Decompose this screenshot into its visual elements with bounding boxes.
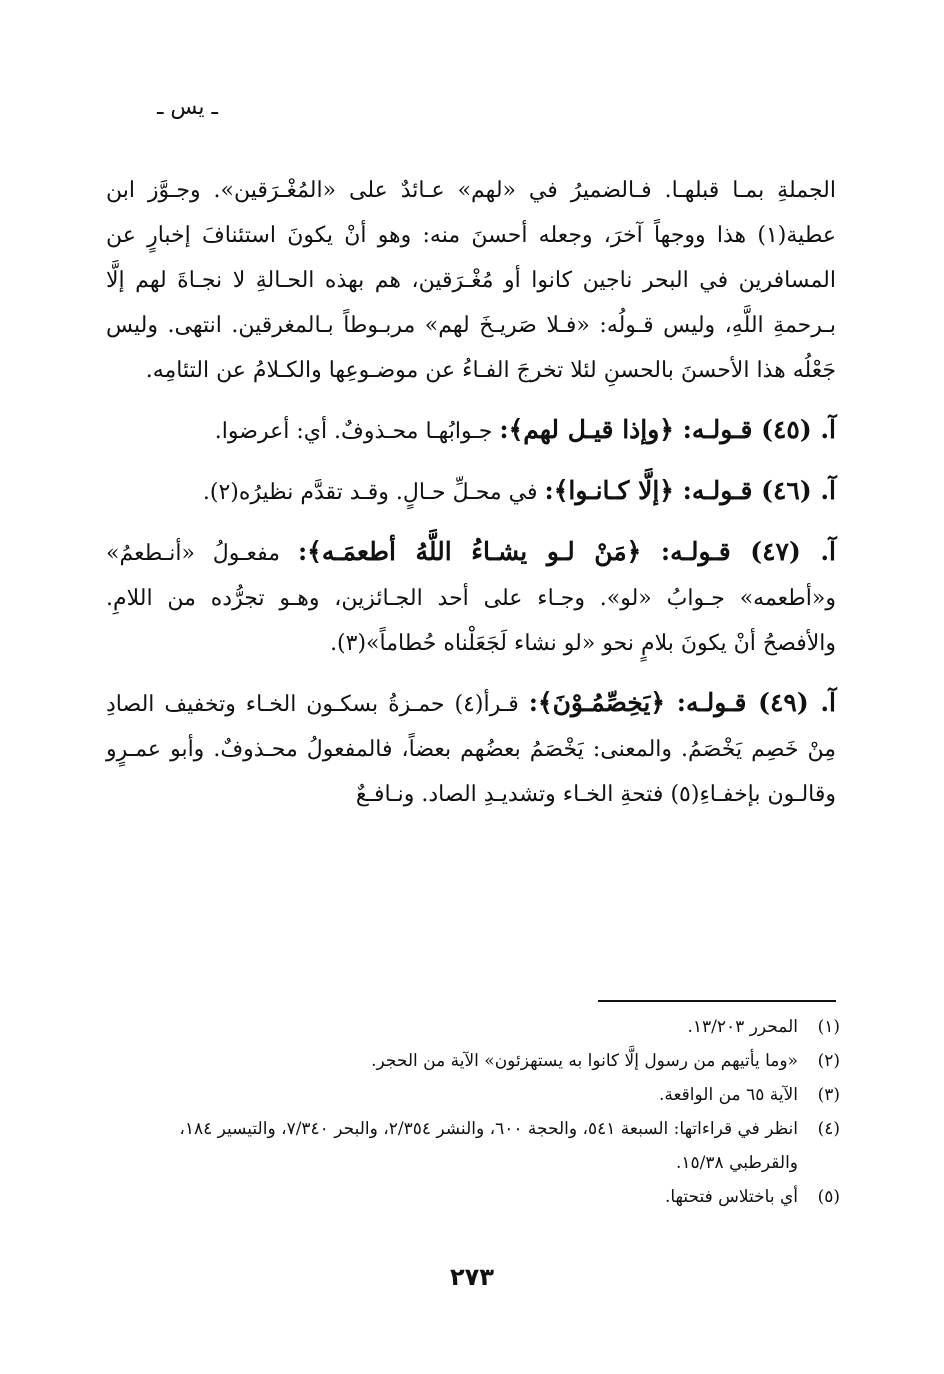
footnote-number: (٣) <box>817 1085 840 1105</box>
verse-commentary <box>106 407 836 454</box>
verse-commentary <box>106 680 836 817</box>
footnote-number: (٤) <box>817 1119 840 1139</box>
footnote-text: الآية ٦٥ من الواقعة. <box>658 1085 798 1105</box>
footnote <box>106 1010 840 1044</box>
footnote <box>106 1044 840 1078</box>
footnote-text: المحرر ١٣/٢٠٣. <box>687 1017 798 1037</box>
footnote <box>106 1180 840 1214</box>
commentary-text: جـوابُهـا محـذوفٌ. أي: أعرضوا. <box>214 419 500 444</box>
footnotes <box>106 1010 840 1214</box>
page-number: ٢٧٣ <box>450 1263 494 1291</box>
verse-heading: آ. (٤٧) قـولـه: ﴿مَنْ لـو يشـاءُ اللَّهُ أطعمَـه﴾: <box>297 537 836 566</box>
main-text <box>106 168 836 817</box>
verse-heading: آ. (٤٩) قـولـه: ﴿يَخِصِّمُـوْنَ﴾: <box>528 688 836 717</box>
footnote <box>106 1112 840 1180</box>
paragraph <box>106 168 836 393</box>
verse-heading: آ. (٤٥) قـولـه: ﴿وإذا قيـل لهم﴾: <box>499 415 836 444</box>
paragraph-text: الجملةِ بمـا قبلهـا. فـالضميرُ في «لهم» عـائدٌ على «المُغْـرَقين». وجـوَّز ابن عطية(١) هذا ووجهاً آخرَ، وجعله أحسنَ منه: وهو أنْ يكونَ استئنافَ إخبارٍ عن المسافرين في البحر ناجين كانوا أو مُغْـرَقين، هم بهذه الحـالةِ لا نجـاةَ لهم إلَّا بـرحمةِ اللَّهِ، وليس قـولُه: «فـلا صَريـخَ لهم» مربـوطاً بـالمغرقين. انتهى. وليس جَعْلُه هذا الأحسنَ بالحسنِ لئلا تخرجَ الفـاءُ عن موضـوعِها والكـلامُ عن التئامِه. <box>106 178 836 383</box>
footnote-text: انظر في قراءاتها: السبعة ٥٤١، والحجة ٦٠٠، والنشر ٢/٣٥٤، والبحر ٧/٣٤٠، والتيسير ١٨٤، والقرطبي ١٥/٣٨. <box>179 1119 798 1173</box>
footnote-text: أي باختلاس فتحتها. <box>664 1187 798 1207</box>
verse-commentary <box>106 529 836 666</box>
verse-commentary <box>106 468 836 515</box>
footnote-text: «وما يأتيهم من رسول إلَّا كانوا به يستهزئون» الآية من الحجر. <box>371 1051 798 1071</box>
commentary-text: في محـلِّ حـالٍ. وقـد تقدَّم نظيرُه(٢). <box>202 480 545 505</box>
footnote-number: (٢) <box>817 1051 840 1071</box>
verse-heading: آ. (٤٦) قـولـه: ﴿إلَّا كـانـوا﴾: <box>544 476 836 505</box>
footnote-number: (١) <box>817 1017 840 1037</box>
running-head: ـ يس ـ <box>156 95 218 120</box>
commentary-text: مفعـولُ «أنـطعمُ» و«أطعمه» جـوابُ «لو». وجـاء على أحد الجـائزين، وهـو تجرُّده من اللامِ. والأفصحُ أنْ يكونَ بلامٍ نحو «لو نشاء لَجَعَلْناه حُطاماً»(٣). <box>106 541 836 656</box>
footnote-divider <box>598 1000 836 1002</box>
commentary-text: قـرأ(٤) حمـزةُ بسكـون الخـاء وتخفيف الصادِ مِنْ خَصِم يَخْصَمُ. والمعنى: يَخْصَمُ بعضُهم بعضاً، فالمفعولُ محـذوفٌ. وأبو عمـرٍو وقالـون بإخفـاءِ(٥) فتحةِ الخـاء وتشديـدِ الصاد. ونـافـعٌ <box>106 692 836 807</box>
footnote <box>106 1078 840 1112</box>
footnote-number: (٥) <box>817 1187 840 1207</box>
